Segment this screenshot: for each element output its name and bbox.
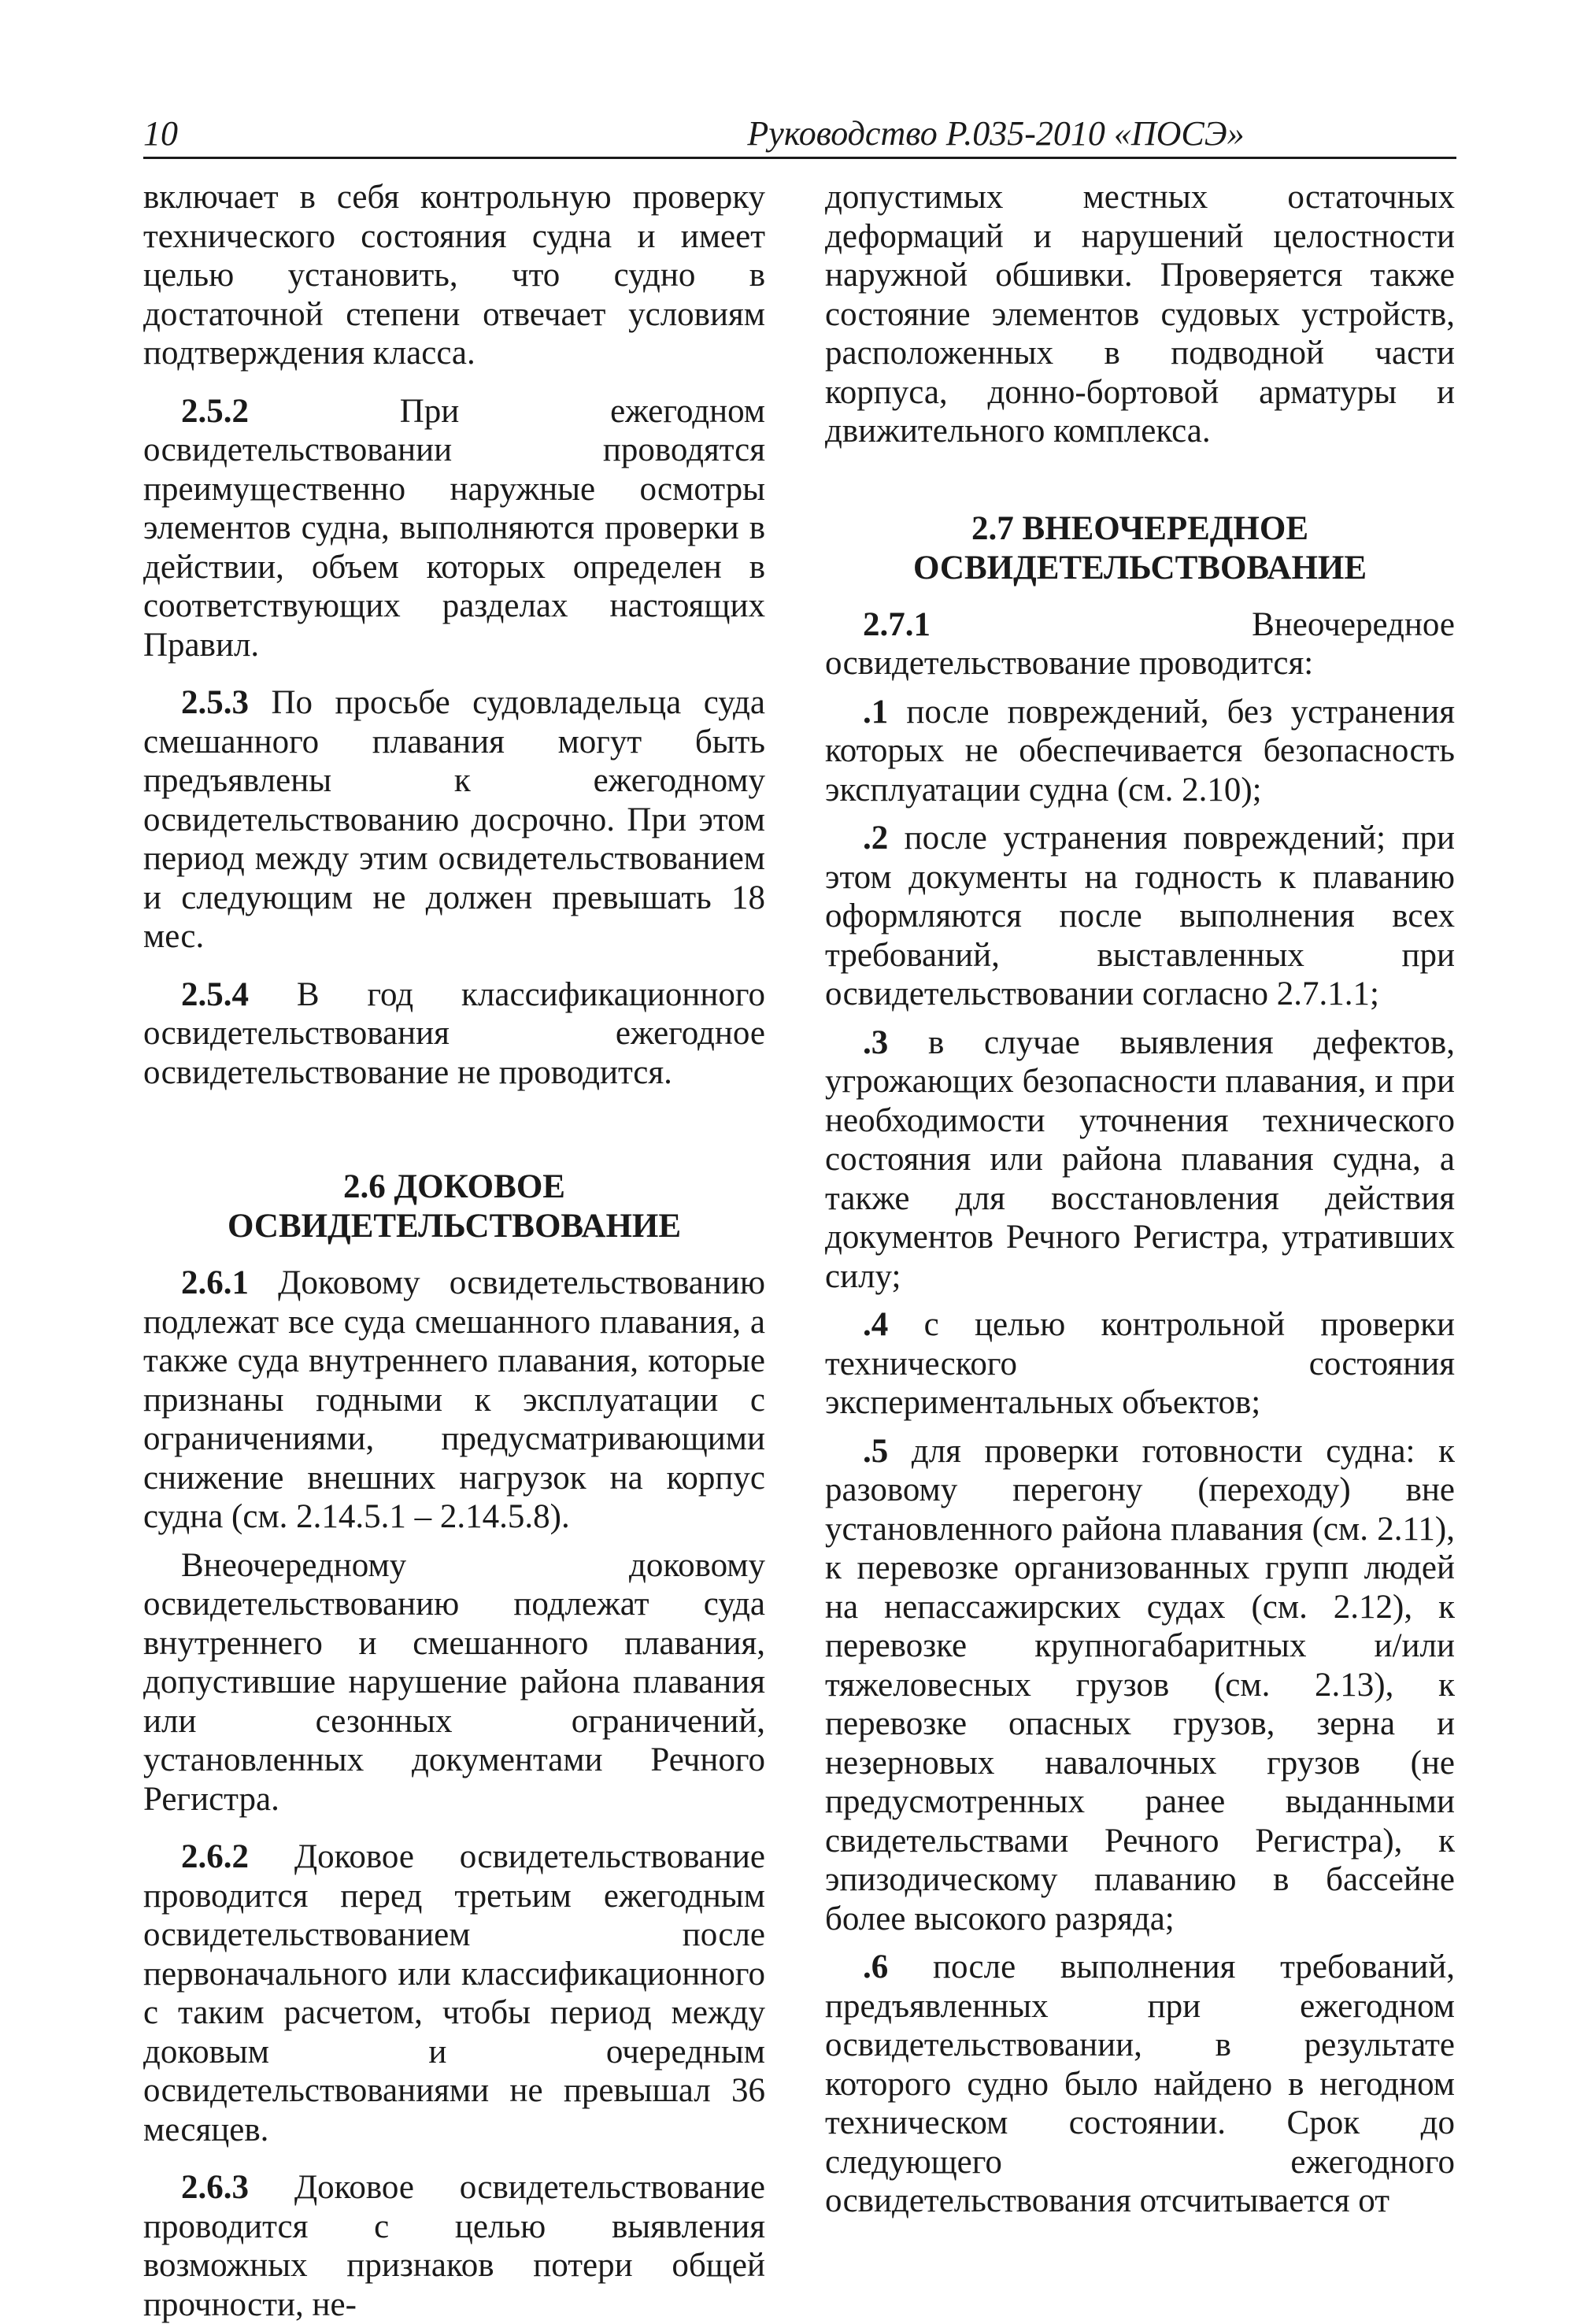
heading-line: 2.7 ВНЕОЧЕРЕДНОЕ — [971, 509, 1309, 547]
paragraph-continuation: включает в себя контрольную проверку технического состояния судна и имеет целью установить, что судно в достаточной степени отвечает условиям подтверждения класса. — [143, 179, 765, 372]
clause-number: 2.5.3 — [181, 684, 249, 721]
clause-text: Доковое освидетельствование проводится с целью выявления возможных признаков потери общей прочности, не- — [143, 2169, 765, 2323]
item-text: в случае выявления дефектов, угрожающих безопасности плавания, и при необходимости уточнения технического состояния или района плавания судна, а также для восстановления действия документов Речного Регистра, утративших силу; — [825, 1023, 1455, 1295]
section-heading-2-7 — [825, 509, 1455, 588]
heading-line: 2.6 ДОКОВОЕ — [343, 1168, 565, 1205]
paragraph-2-5-2 — [143, 392, 765, 665]
header-rule — [143, 157, 1456, 159]
list-item-5 — [825, 1432, 1455, 1939]
clause-number: 2.5.4 — [181, 975, 249, 1013]
clause-number: 2.5.2 — [181, 392, 249, 430]
heading-line: ОСВИДЕТЕЛЬСТВОВАНИЕ — [227, 1208, 682, 1245]
section-heading-2-6 — [143, 1168, 765, 1246]
item-text: для проверки готовности судна: к разовому перегону (переходу) вне установленного района плавания (см. 2.11), к перевозке организованных групп людей на непассажирских судах (см. 2.12), к перевозке крупногабаритных и/или тяжеловесных грузов (см. 2.13), к перевозке опасных грузов, зерна и незерновых навалочных грузов (не предусмотренных ранее выданными свидетельствами Речного Регистра), к эпизодическому плаванию в бассейне более высокого разряда; — [825, 1432, 1455, 1937]
clause-number: 2.6.1 — [181, 1264, 249, 1301]
list-item-2 — [825, 819, 1455, 1014]
item-number: .3 — [863, 1023, 889, 1061]
item-text: после выполнения требований, предъявленных при ежегодном освидетельствовании, в результате которого судно было найдено в негодном техническом состоянии. Срок до следующего ежегодного освидетельствования отсчитывается от — [825, 1948, 1455, 2219]
paragraph-2-6-2 — [143, 1837, 765, 2149]
item-number: .4 — [863, 1306, 889, 1343]
clause-text: При ежегодном освидетельствовании проводятся преимущественно наружные осмотры элементов судна, выполняются проверки в действии, объем которых определен в соответствующих разделах настоящих Правил. — [143, 392, 765, 664]
paragraph-2-6-3 — [143, 2168, 765, 2324]
list-item-3 — [825, 1023, 1455, 1297]
clause-text: Внеочередное освидетельствование проводится: — [825, 605, 1455, 682]
paragraph-2-5-3 — [143, 683, 765, 957]
item-number: .6 — [863, 1948, 889, 1985]
list-item-6 — [825, 1948, 1455, 2221]
paragraph-continuation: допустимых местных остаточных деформаций и нарушений целостности наружной обшивки. Проверяется также состояние элементов судовых устройств, расположенных в подводной части корпуса, донно-бортовой арматуры и движительного комплекса. — [825, 179, 1455, 450]
clause-text: Доковое освидетельствование проводится перед третьим ежегодным освидетельствованием после первоначального или классификационного с таким расчетом, чтобы период между доковым и очередным освидетельствованиями не превышал 36 месяцев. — [143, 1838, 765, 2148]
list-item-4 — [825, 1305, 1455, 1423]
paragraph-2-7-1 — [825, 605, 1455, 683]
heading-line: ОСВИДЕТЕЛЬСТВОВАНИЕ — [912, 549, 1367, 587]
clause-text: Доковому освидетельствованию подлежат все суда смешанного плавания, а также суда внутреннего плавания, которые признаны годными к эксплуатации с ограничениями, предусматривающими снижение внешних нагрузок на корпус судна (см. 2.14.5.1 – 2.14.5.8). — [143, 1264, 765, 1535]
item-number: .5 — [863, 1432, 889, 1470]
clause-number: 2.7.1 — [863, 605, 931, 643]
page-number: 10 — [143, 114, 178, 153]
paragraph-2-6-1 — [143, 1264, 765, 1537]
left-column — [143, 178, 765, 2324]
item-number: .1 — [863, 693, 889, 731]
item-text: после устранения повреждений; при этом документы на годность к плаванию оформляются после выполнения всех требований, выставленных при освидетельствовании согласно 2.7.1.1; — [825, 820, 1455, 1012]
right-column — [825, 178, 1455, 2221]
list-item-1 — [825, 693, 1455, 810]
clause-text: По просьбе судовладельца суда смешанного плавания могут быть предъявлены к ежегодному освидетельствованию досрочно. При этом период между этим освидетельствованием и следующим не должен превышать 18 мес. — [143, 684, 765, 955]
paragraph-2-6-1-extra: Внеочередному доковому освидетельствованию подлежат суда внутреннего и смешанного плавания, допустившие нарушение района плавания или сезонных ограничений, установленных документами Речного Регистра. — [143, 1546, 765, 1818]
item-number: .2 — [863, 820, 889, 857]
clause-number: 2.6.2 — [181, 1838, 249, 1875]
clause-text: В год классификационного освидетельствования ежегодное освидетельствование не проводится. — [143, 975, 765, 1091]
paragraph-2-5-4 — [143, 975, 765, 1093]
item-text: с целью контрольной проверки технического состояния экспериментальных объектов; — [825, 1306, 1455, 1421]
clause-number: 2.6.3 — [181, 2169, 249, 2206]
running-title: Руководство Р.035-2010 «ПОСЭ» — [747, 114, 1245, 153]
item-text: после повреждений, без устранения которых не обеспечивается безопасность эксплуатации судна (см. 2.10); — [825, 693, 1455, 809]
